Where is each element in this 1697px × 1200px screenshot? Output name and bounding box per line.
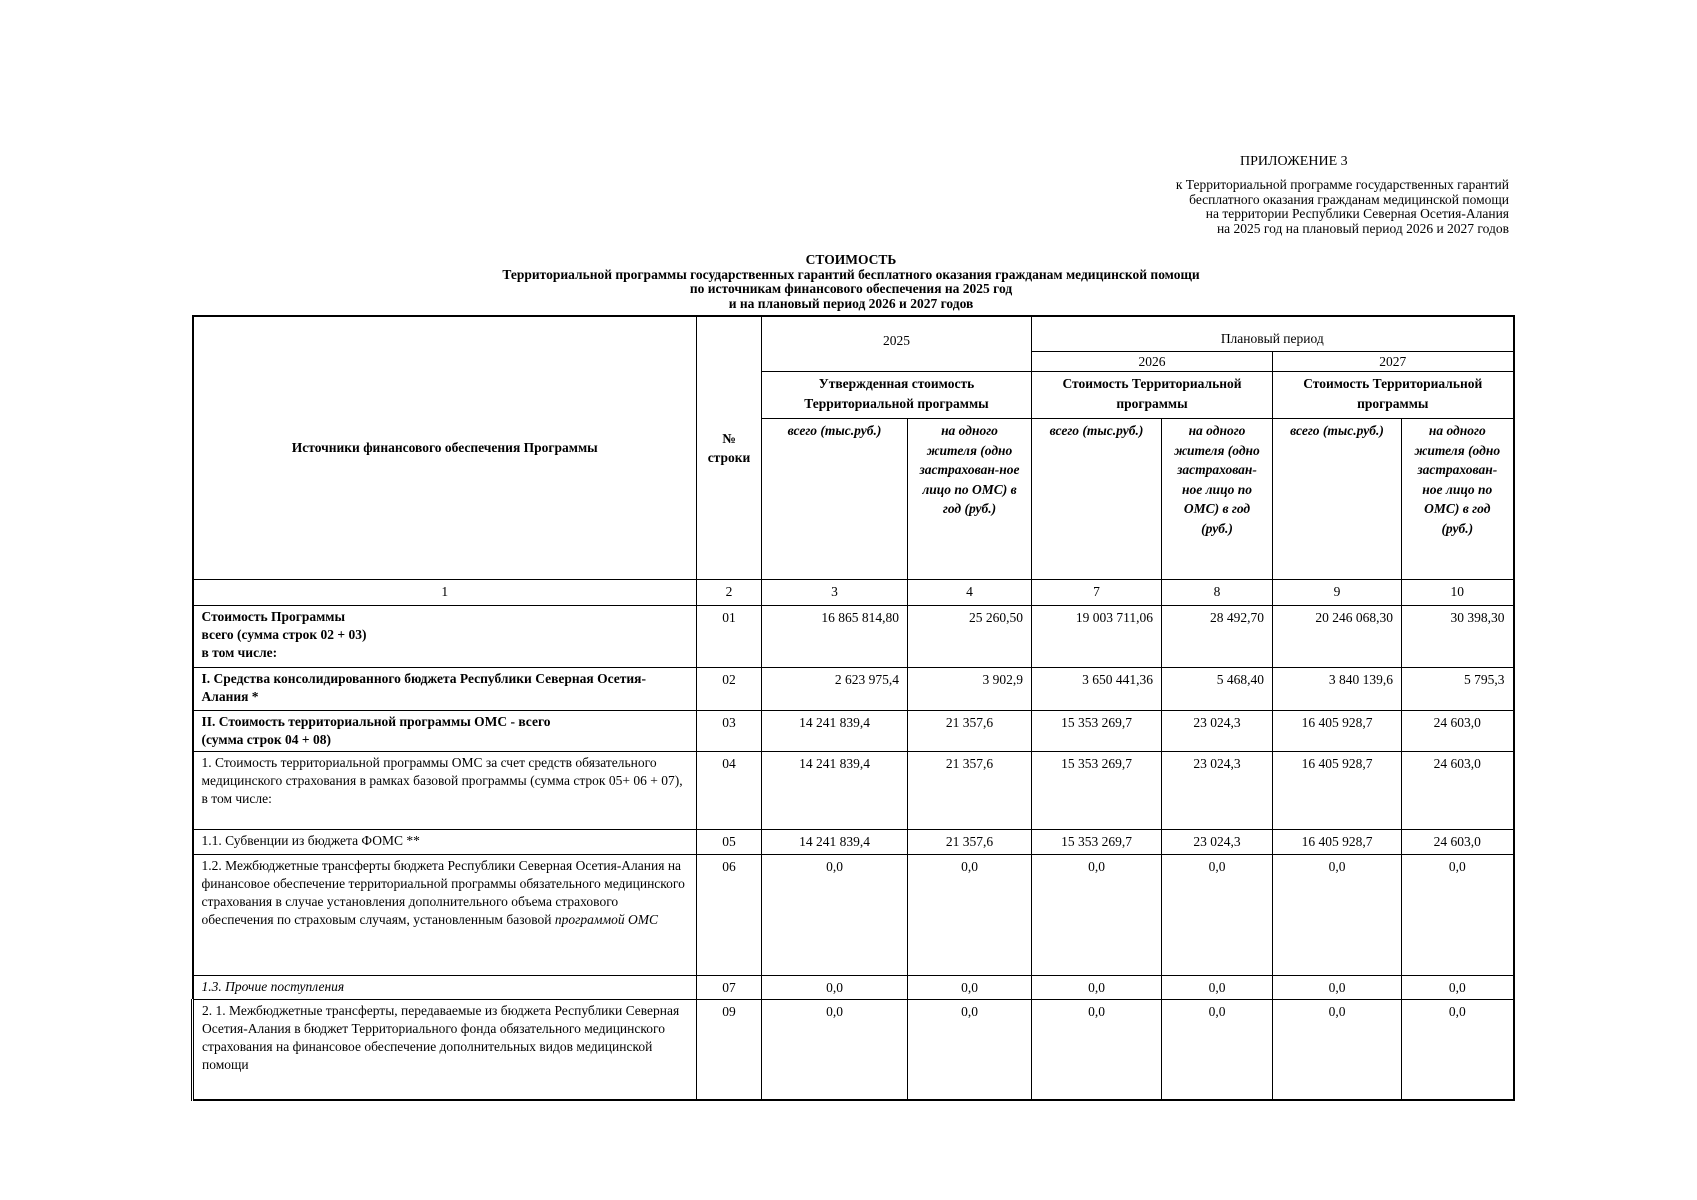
value-cell: 2 623 975,4	[762, 668, 908, 711]
row-number: 03	[697, 711, 762, 752]
row-label-line: Стоимость Программы	[201, 609, 346, 624]
table-row	[193, 711, 1514, 752]
value-cell: 0,0	[908, 1000, 1032, 1100]
value-cell: 14 241 839,4	[762, 830, 908, 855]
value-cell: 24 603,0	[1402, 711, 1514, 752]
title-line: Территориальной программы государственных гарантий бесплатного оказания гражданам медицинской помощи	[502, 266, 1200, 282]
table-row	[193, 975, 1514, 1000]
row-label	[193, 1000, 697, 1100]
subtitle-line: на территории Республики Северная Осетия-Алания	[1205, 206, 1509, 221]
row-label	[193, 606, 697, 668]
header-row-number: № строки	[697, 316, 762, 580]
value-cell: 0,0	[1032, 975, 1162, 1000]
column-number: 8	[1162, 580, 1273, 606]
table-row	[193, 606, 1514, 668]
row-label-line: (сумма строк 04 + 08)	[201, 732, 331, 747]
value-cell: 16 865 814,80	[762, 606, 908, 668]
row-number: 09	[697, 1000, 762, 1100]
header-cost-2026: Стоимость Территориальной программы	[1032, 372, 1273, 419]
table-row	[193, 1000, 1514, 1100]
appendix-label: ПРИЛОЖЕНИЕ 3	[1240, 154, 1348, 169]
header-source: Источники финансового обеспечения Программы	[193, 316, 697, 580]
row-label-line: всего (сумма строк 02 + 03)	[201, 627, 367, 642]
value-cell: 0,0	[762, 975, 908, 1000]
value-cell: 23 024,3	[1162, 752, 1273, 830]
value-cell: 30 398,30	[1402, 606, 1514, 668]
value-cell: 25 260,50	[908, 606, 1032, 668]
value-cell: 3 840 139,6	[1273, 668, 1402, 711]
value-cell: 21 357,6	[908, 711, 1032, 752]
value-cell: 0,0	[762, 854, 908, 975]
column-numbers-row	[193, 580, 1514, 606]
column-number: 10	[1402, 580, 1514, 606]
row-label-line: 2. 1. Межбюджетные трансферты, передаваемые из бюджета Республики Северная Осетия-Алания в бюджет Территориального фонда обязательного медицинского страхования на финансовое обеспечение дополнительных видов медицинской помощи	[202, 1003, 680, 1072]
column-number: 4	[908, 580, 1032, 606]
row-label-italic: программой ОМС	[554, 911, 658, 927]
document-title	[191, 253, 1511, 311]
row-label-text: 1.2. Межбюджетные трансферты бюджета Республики Северная Осетия-Алания на финансовое обеспечение территориальной программы обязательного медицинского страхования в случае установления дополнительного объема страхового обеспечения по страховым случаям, установленным базовой	[201, 857, 685, 927]
row-label-line: 1. Стоимость территориальной программы ОМС за счет средств обязательного медицинского страхования в рамках базовой программы (сумма строк 05+ 06 + 07),	[201, 755, 683, 788]
value-cell: 21 357,6	[908, 752, 1032, 830]
value-cell: 23 024,3	[1162, 711, 1273, 752]
value-cell: 0,0	[908, 975, 1032, 1000]
subtitle-line: бесплатного оказания гражданам медицинской помощи	[1189, 191, 1509, 207]
header-year-2025: 2025	[762, 316, 1032, 372]
value-cell: 0,0	[1032, 1000, 1162, 1100]
row-label	[193, 668, 697, 711]
row-label	[193, 752, 697, 830]
value-cell: 19 003 711,06	[1032, 606, 1162, 668]
table-row	[193, 854, 1514, 975]
value-cell: 14 241 839,4	[762, 752, 908, 830]
header-year-2027: 2027	[1273, 351, 1514, 372]
value-cell: 5 795,3	[1402, 668, 1514, 711]
column-number: 1	[193, 580, 697, 606]
row-label-line: I. Средства консолидированного бюджета Республики Северная Осетия-Алания *	[201, 671, 646, 704]
header-per-capita: на одного жителя (одно застрахован-ное лицо по ОМС) в год (руб.)	[1402, 419, 1514, 580]
value-cell: 0,0	[1273, 975, 1402, 1000]
column-number: 7	[1032, 580, 1162, 606]
value-cell: 0,0	[1162, 975, 1273, 1000]
value-cell: 15 353 269,7	[1032, 711, 1162, 752]
subtitle-line: к Территориальной программе государственных гарантий	[1175, 177, 1509, 192]
row-label-line: II. Стоимость территориальной программы ОМС - всего	[201, 714, 551, 729]
value-cell: 0,0	[1402, 1000, 1514, 1100]
header-planned-period: Плановый период	[1032, 316, 1514, 351]
value-cell: 0,0	[1032, 854, 1162, 975]
value-cell: 24 603,0	[1402, 752, 1514, 830]
value-cell: 0,0	[1402, 854, 1514, 975]
row-label	[193, 975, 697, 1000]
value-cell: 16 405 928,7	[1273, 711, 1402, 752]
value-cell: 15 353 269,7	[1032, 752, 1162, 830]
value-cell: 0,0	[762, 1000, 908, 1100]
row-label-line	[202, 857, 689, 929]
subtitle-line: на 2025 год на плановый период 2026 и 2027 годов	[1216, 220, 1509, 236]
row-number: 02	[697, 668, 762, 711]
appendix-subtitle	[1176, 178, 1509, 236]
cost-table	[191, 315, 1515, 1101]
title-line: по источникам финансового обеспечения на 2025 год	[689, 281, 1013, 296]
header-total: всего (тыс.руб.)	[1273, 419, 1402, 580]
value-cell: 0,0	[1162, 1000, 1273, 1100]
value-cell: 3 650 441,36	[1032, 668, 1162, 711]
row-label	[193, 711, 697, 752]
row-label-line: в том числе:	[201, 791, 272, 806]
row-label	[193, 830, 697, 855]
value-cell: 16 405 928,7	[1273, 752, 1402, 830]
value-cell: 5 468,40	[1162, 668, 1273, 711]
header-cost-2027: Стоимость Территориальной программы	[1273, 372, 1514, 419]
header-year-2026: 2026	[1032, 351, 1273, 372]
title-line: СТОИМОСТЬ	[805, 252, 897, 267]
row-number: 07	[697, 975, 762, 1000]
row-label-line: 1.3. Прочие поступления	[201, 978, 345, 994]
value-cell: 0,0	[1273, 1000, 1402, 1100]
value-cell: 21 357,6	[908, 830, 1032, 855]
header-total: всего (тыс.руб.)	[762, 419, 908, 580]
value-cell: 23 024,3	[1162, 830, 1273, 855]
column-number: 9	[1273, 580, 1402, 606]
value-cell: 20 246 068,30	[1273, 606, 1402, 668]
value-cell: 16 405 928,7	[1273, 830, 1402, 855]
column-number: 2	[697, 580, 762, 606]
value-cell: 3 902,9	[908, 668, 1032, 711]
value-cell: 15 353 269,7	[1032, 830, 1162, 855]
value-cell: 24 603,0	[1402, 830, 1514, 855]
title-line: и на плановый период 2026 и 2027 годов	[728, 295, 974, 311]
table-row	[193, 752, 1514, 830]
column-number: 3	[762, 580, 908, 606]
header-per-capita: на одного жителя (одно застрахован-ное лицо по ОМС) в год (руб.)	[1162, 419, 1273, 580]
row-label	[193, 854, 697, 975]
header-approved-cost: Утвержденная стоимость Территориальной программы	[762, 372, 1032, 419]
header-per-capita: на одного жителя (одно застрахован-ное лицо по ОМС) в год (руб.)	[908, 419, 1032, 580]
row-number: 01	[697, 606, 762, 668]
value-cell: 0,0	[1402, 975, 1514, 1000]
value-cell: 0,0	[1273, 854, 1402, 975]
table-row	[193, 668, 1514, 711]
header-total: всего (тыс.руб.)	[1032, 419, 1162, 580]
value-cell: 14 241 839,4	[762, 711, 908, 752]
row-label-line: 1.1. Субвенции из бюджета ФОМС **	[201, 833, 420, 848]
row-number: 05	[697, 830, 762, 855]
value-cell: 0,0	[908, 854, 1032, 975]
value-cell: 0,0	[1162, 854, 1273, 975]
row-number: 04	[697, 752, 762, 830]
value-cell: 28 492,70	[1162, 606, 1273, 668]
row-number: 06	[697, 854, 762, 975]
table-row	[193, 830, 1514, 855]
row-label-line: в том числе:	[201, 645, 278, 660]
